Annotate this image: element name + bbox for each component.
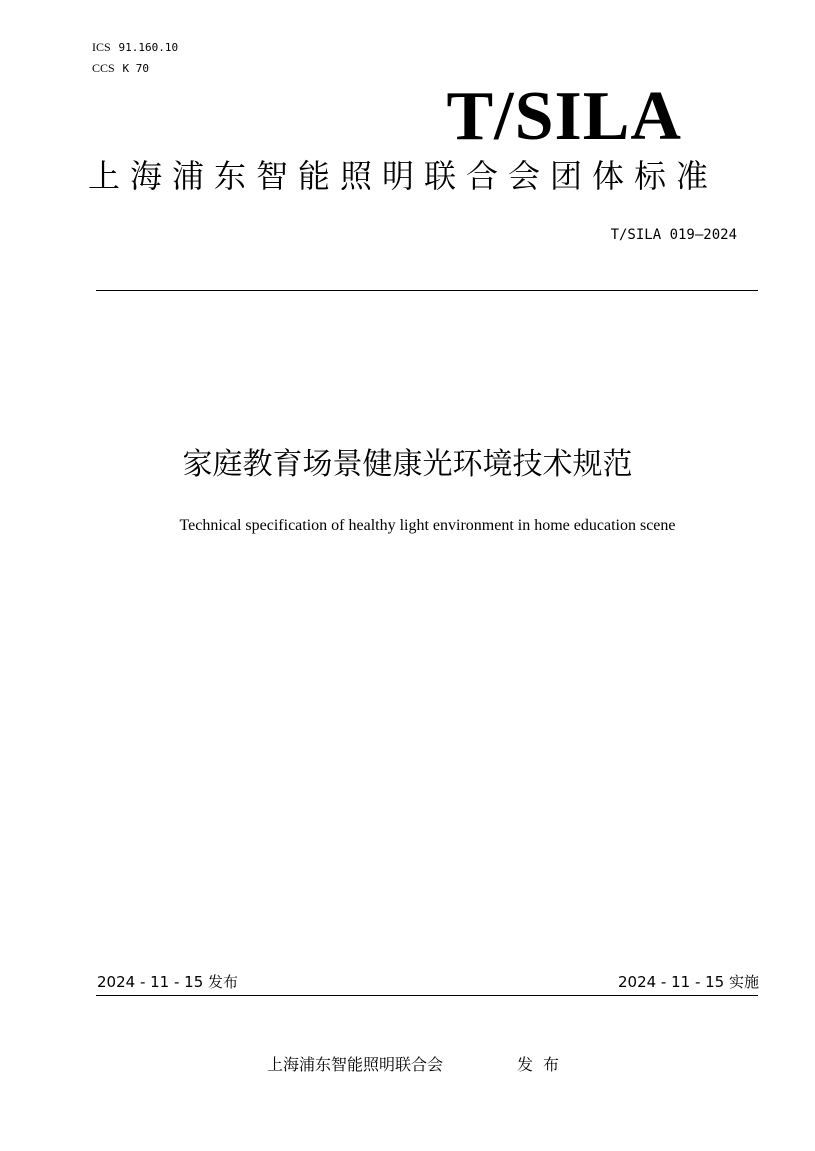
ccs-value: K 70 [122,62,150,75]
ics-value: 91.160.10 [118,41,179,54]
standard-logo: T/SILA [446,78,682,155]
ccs-label: CCS [92,61,115,75]
issuing-organization: 上海浦东智能照明联合会 [267,1055,444,1074]
ics-label: ICS [92,40,111,54]
document-title-english: Technical specification of healthy light environment in home education scene [179,517,676,534]
issue-action: 发布 [517,1055,570,1074]
ccs-code [92,61,149,76]
bottom-divider [96,995,758,996]
top-divider [96,290,758,291]
organization-title: 上海浦东智能照明联合会团体标准 [88,157,719,195]
ics-code [92,40,178,55]
standard-number: T/SILA 019—2024 [610,227,737,243]
implementation-date: 2024 - 11 - 15 实施 [617,973,759,991]
publish-date: 2024 - 11 - 15 发布 [97,973,239,991]
document-title-chinese: 家庭教育场景健康光环境技术规范 [182,447,633,482]
